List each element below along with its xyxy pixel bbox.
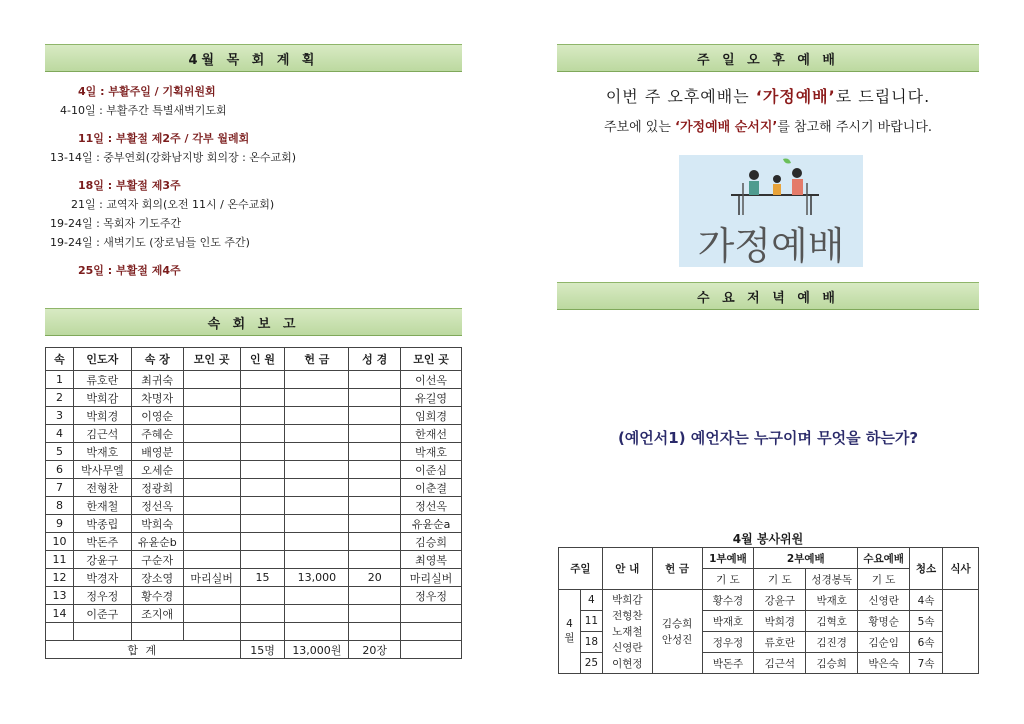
table-cell — [285, 587, 349, 605]
table-cell: 박재호 — [73, 443, 131, 461]
notice-highlight: ‘가정예배’ — [755, 87, 836, 106]
family-table-icon — [679, 155, 863, 267]
table-cell: 정우정 — [73, 587, 131, 605]
table-row — [46, 371, 462, 389]
plan-text: : 부활주일 / 기획위원회 — [96, 85, 216, 98]
table-cell — [183, 407, 240, 425]
plan-item — [50, 195, 470, 214]
plan-date: 13-14일 — [50, 151, 93, 164]
table-cell: 구순자 — [131, 551, 183, 569]
service-prayer1: 황수경 — [702, 590, 754, 611]
table-cell: 박사무엘 — [73, 461, 131, 479]
plan-item — [50, 82, 470, 101]
table-cell: 유길영 — [401, 389, 462, 407]
table-cell — [240, 551, 285, 569]
table-cell — [240, 461, 285, 479]
afternoon-notice-1 — [557, 84, 979, 107]
table-cell — [183, 533, 240, 551]
table-cell — [285, 479, 349, 497]
service-wed: 김순임 — [858, 632, 910, 653]
col-header: 헌 금 — [285, 348, 349, 371]
table-cell — [240, 479, 285, 497]
table-cell — [240, 425, 285, 443]
table-cell — [349, 587, 401, 605]
table-cell — [285, 551, 349, 569]
table-cell — [131, 623, 183, 641]
table-cell: 박종립 — [73, 515, 131, 533]
table-cell — [349, 551, 401, 569]
table-cell: 이선옥 — [401, 371, 462, 389]
table-row — [46, 605, 462, 623]
service-prayer-header: 기 도 — [702, 569, 754, 590]
table-row — [46, 497, 462, 515]
service-prayer-header: 기 도 — [858, 569, 910, 590]
table-cell: 김근석 — [73, 425, 131, 443]
service-week: 11 — [580, 611, 602, 632]
attendance-title-bar — [45, 308, 462, 336]
table-cell: 이준심 — [401, 461, 462, 479]
table-cell — [285, 407, 349, 425]
table-cell: 김승희 — [401, 533, 462, 551]
table-cell: 14 — [46, 605, 74, 623]
afternoon-title-bar — [557, 44, 979, 72]
table-cell — [349, 371, 401, 389]
service-prayer2: 강윤구 — [754, 590, 806, 611]
table-cell: 차명자 — [131, 389, 183, 407]
service-prayer-header: 기 도 — [754, 569, 806, 590]
service-meal-header: 식사 — [943, 548, 979, 590]
notice-text: 주보에 있는 — [603, 120, 676, 135]
table-cell: 10 — [46, 533, 74, 551]
table-cell — [349, 533, 401, 551]
table-cell — [183, 443, 240, 461]
table-cell: 13 — [46, 587, 74, 605]
table-cell: 마리실버 — [183, 569, 240, 587]
table-cell: 이영순 — [131, 407, 183, 425]
service-wed: 황명순 — [858, 611, 910, 632]
table-cell: 장소영 — [131, 569, 183, 587]
table-cell — [285, 605, 349, 623]
service-svc1-header: 1부예배 — [702, 548, 754, 569]
table-row — [46, 461, 462, 479]
attendance-table — [45, 347, 462, 659]
table-cell — [240, 389, 285, 407]
table-row — [46, 623, 462, 641]
plan-text: : 부활절 제2주 / 각부 월례회 — [103, 132, 250, 145]
service-reading: 김진경 — [806, 632, 858, 653]
table-cell: 5 — [46, 443, 74, 461]
service-reading: 박재호 — [806, 590, 858, 611]
table-cell: 조지애 — [131, 605, 183, 623]
attendance-title: 속 회 보 고 — [207, 316, 300, 332]
service-prayer1: 박돈주 — [702, 653, 754, 674]
plan-text: : 목회자 기도주간 — [92, 217, 182, 230]
notice-text: 이번 주 오후예배는 — [605, 87, 756, 106]
col-header: 인도자 — [73, 348, 131, 371]
table-cell: 임희경 — [401, 407, 462, 425]
table-cell: 정선옥 — [131, 497, 183, 515]
table-cell — [240, 623, 285, 641]
table-row — [46, 551, 462, 569]
table-cell: 오세순 — [131, 461, 183, 479]
total-offering: 13,000원 — [285, 641, 349, 659]
table-cell — [285, 461, 349, 479]
table-cell: 이준구 — [73, 605, 131, 623]
table-cell — [401, 623, 462, 641]
table-cell — [183, 461, 240, 479]
table-cell: 박돈주 — [73, 533, 131, 551]
table-cell: 류호란 — [73, 371, 131, 389]
table-cell: 12 — [46, 569, 74, 587]
service-guide-header: 안 내 — [602, 548, 652, 590]
attendance-total-row — [46, 641, 462, 659]
table-cell: 박희경 — [73, 407, 131, 425]
table-row — [46, 515, 462, 533]
table-cell — [73, 623, 131, 641]
table-cell: 한재철 — [73, 497, 131, 515]
table-row — [46, 389, 462, 407]
plan-date: 18일 — [78, 179, 104, 192]
table-cell: 정광희 — [131, 479, 183, 497]
table-cell: 이춘결 — [401, 479, 462, 497]
service-clean: 5속 — [910, 611, 943, 632]
service-offering-header: 헌 금 — [652, 548, 702, 590]
table-cell — [240, 443, 285, 461]
table-row — [46, 479, 462, 497]
table-cell — [183, 497, 240, 515]
table-cell — [183, 623, 240, 641]
plan-item — [50, 261, 470, 280]
table-cell: 박희숙 — [131, 515, 183, 533]
plan-date: 25일 — [78, 264, 104, 277]
service-week: 18 — [580, 632, 602, 653]
table-row — [46, 587, 462, 605]
plan-title: 4월 목 회 계 획 — [188, 52, 319, 68]
total-label: 합 계 — [46, 641, 241, 659]
table-cell — [183, 605, 240, 623]
table-cell: 유윤순a — [401, 515, 462, 533]
service-reading-header: 성경봉독 — [806, 569, 858, 590]
plan-title-bar — [45, 44, 462, 72]
service-prayer2: 김근석 — [754, 653, 806, 674]
notice-highlight: ‘가정예배 순서지’ — [675, 120, 778, 135]
image-caption: 가정예배 — [697, 224, 845, 267]
col-header: 속 — [46, 348, 74, 371]
table-cell — [349, 497, 401, 515]
table-cell: 13,000 — [285, 569, 349, 587]
table-cell: 4 — [46, 425, 74, 443]
table-cell: 강윤구 — [73, 551, 131, 569]
table-cell: 15 — [240, 569, 285, 587]
plan-date: 4-10일 — [60, 104, 96, 117]
plan-text: : 부활절 제3주 — [103, 179, 181, 192]
plan-date: 19-24일 — [50, 236, 93, 249]
table-row — [46, 569, 462, 587]
wednesday-order — [560, 305, 979, 525]
table-row — [559, 590, 979, 611]
table-cell: 2 — [46, 389, 74, 407]
service-week-header: 주일 — [559, 548, 603, 590]
table-cell — [183, 425, 240, 443]
table-cell — [183, 551, 240, 569]
table-cell — [285, 533, 349, 551]
service-svc2-header: 2부예배 — [754, 548, 858, 569]
service-title: 4월 봉사위원 — [732, 532, 804, 546]
table-cell: 주혜순 — [131, 425, 183, 443]
plan-text: : 부활절 제4주 — [103, 264, 181, 277]
service-wed: 신영란 — [858, 590, 910, 611]
table-cell: 황수경 — [131, 587, 183, 605]
table-cell — [349, 479, 401, 497]
afternoon-notice-2 — [557, 116, 979, 135]
table-cell — [349, 605, 401, 623]
service-prayer1: 박재호 — [702, 611, 754, 632]
table-cell — [285, 425, 349, 443]
plan-date: 11일 — [78, 132, 104, 145]
service-wed-header: 수요예배 — [858, 548, 910, 569]
plan-date: 4일 — [78, 85, 97, 98]
table-cell — [349, 443, 401, 461]
table-cell — [240, 605, 285, 623]
table-cell: 마리실버 — [401, 569, 462, 587]
table-cell: 11 — [46, 551, 74, 569]
service-prayer1: 정우정 — [702, 632, 754, 653]
service-wed: 박은숙 — [858, 653, 910, 674]
plan-text: : 교역자 회의(오전 11시 / 온수교회) — [95, 198, 275, 211]
table-cell — [349, 515, 401, 533]
table-cell — [285, 443, 349, 461]
plan-date: 19-24일 — [50, 217, 93, 230]
table-cell: 7 — [46, 479, 74, 497]
table-cell: 정우정 — [401, 587, 462, 605]
table-row — [46, 425, 462, 443]
sermon-title: (예언서1) 예언자는 누구이며 무엇을 하는가? — [617, 429, 919, 447]
table-cell: 1 — [46, 371, 74, 389]
col-header: 성 경 — [349, 348, 401, 371]
table-cell — [349, 407, 401, 425]
plan-item — [50, 148, 470, 167]
table-cell — [240, 407, 285, 425]
plan-date: 21일 — [71, 198, 96, 211]
service-prayer2: 류호란 — [754, 632, 806, 653]
service-clean: 4속 — [910, 590, 943, 611]
table-cell: 최영복 — [401, 551, 462, 569]
attendance-header-row — [46, 348, 462, 371]
table-row — [46, 533, 462, 551]
plan-item — [50, 101, 470, 120]
service-prayer2: 박희경 — [754, 611, 806, 632]
table-cell — [183, 479, 240, 497]
table-cell — [285, 623, 349, 641]
service-week: 4 — [580, 590, 602, 611]
table-cell — [349, 623, 401, 641]
plan-text: : 부활주간 특별새벽기도회 — [95, 104, 227, 117]
table-cell — [401, 605, 462, 623]
service-meal — [943, 590, 979, 674]
table-cell: 배영분 — [131, 443, 183, 461]
table-cell: 박경자 — [73, 569, 131, 587]
table-cell — [240, 587, 285, 605]
plan-text: : 중부연회(강화남지방 회의장 : 온수교회) — [92, 151, 297, 164]
table-cell — [240, 497, 285, 515]
table-cell: 박희감 — [73, 389, 131, 407]
service-clean: 6속 — [910, 632, 943, 653]
table-cell — [240, 371, 285, 389]
notice-text: 를 참고해 주시기 바랍니다. — [777, 120, 933, 135]
service-guide: 박희감 전형찬 노재철 신영란 이현정 — [602, 590, 652, 674]
table-row — [46, 407, 462, 425]
total-bible: 20장 — [349, 641, 401, 659]
service-clean-header: 청소 — [910, 548, 943, 590]
col-header: 속 장 — [131, 348, 183, 371]
afternoon-title: 주 일 오 후 예 배 — [697, 52, 839, 68]
table-cell — [285, 371, 349, 389]
total-empty — [401, 641, 462, 659]
service-table — [558, 547, 979, 674]
service-offering: 김승희 안성진 — [652, 590, 702, 674]
plan-item — [50, 176, 470, 195]
col-header: 인 원 — [240, 348, 285, 371]
table-cell — [240, 533, 285, 551]
family-worship-illustration — [679, 155, 863, 267]
service-week: 25 — [580, 653, 602, 674]
table-cell: 박재호 — [401, 443, 462, 461]
service-header-row — [559, 548, 979, 569]
table-cell: 유윤순b — [131, 533, 183, 551]
table-cell — [183, 371, 240, 389]
service-month: 4 월 — [559, 590, 581, 674]
service-reading: 김혁호 — [806, 611, 858, 632]
table-cell: 한재선 — [401, 425, 462, 443]
service-reading: 김승희 — [806, 653, 858, 674]
table-cell — [285, 389, 349, 407]
table-cell — [285, 515, 349, 533]
plan-list — [50, 82, 470, 280]
total-people: 15명 — [240, 641, 285, 659]
table-cell — [183, 587, 240, 605]
table-cell: 최귀숙 — [131, 371, 183, 389]
table-cell — [349, 425, 401, 443]
table-cell — [240, 515, 285, 533]
wednesday-title: 수 요 저 녁 예 배 — [697, 290, 839, 306]
notice-text: 로 드립니다. — [835, 87, 931, 106]
table-cell: 정선옥 — [401, 497, 462, 515]
plan-item — [50, 214, 470, 233]
service-clean: 7속 — [910, 653, 943, 674]
table-cell — [349, 389, 401, 407]
table-cell: 전형찬 — [73, 479, 131, 497]
plan-item — [50, 233, 470, 252]
col-header: 모인 곳 — [183, 348, 240, 371]
col-header: 모인 곳 — [401, 348, 462, 371]
table-cell: 20 — [349, 569, 401, 587]
table-cell — [285, 497, 349, 515]
table-cell — [183, 389, 240, 407]
table-cell: 3 — [46, 407, 74, 425]
table-cell — [349, 461, 401, 479]
table-cell: 9 — [46, 515, 74, 533]
table-row — [46, 443, 462, 461]
plan-item — [50, 129, 470, 148]
table-cell — [183, 515, 240, 533]
table-cell — [46, 623, 74, 641]
table-cell: 6 — [46, 461, 74, 479]
table-cell: 8 — [46, 497, 74, 515]
plan-text: : 새벽기도 (장로님들 인도 주간) — [92, 236, 250, 249]
